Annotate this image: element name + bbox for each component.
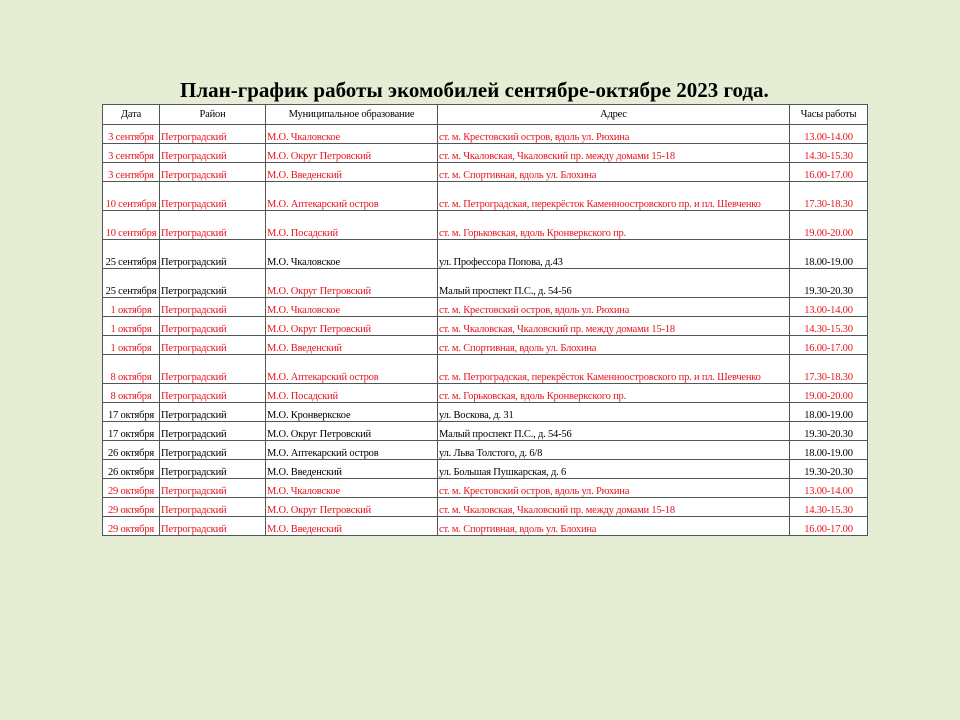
cell-hours: 18.00-19.00 xyxy=(790,240,868,269)
cell-hours: 13.00-14.00 xyxy=(790,125,868,144)
table-row xyxy=(103,269,868,298)
table-row xyxy=(103,460,868,479)
cell-municipality: М.О. Введенский xyxy=(266,517,438,536)
cell-district: Петроградский xyxy=(160,336,266,355)
cell-municipality: М.О. Аптекарский остров xyxy=(266,182,438,211)
cell-date: 29 октября xyxy=(103,517,160,536)
cell-address: ст. м. Чкаловская, Чкаловский пр. между домами 15-18 xyxy=(438,144,790,163)
cell-district: Петроградский xyxy=(160,460,266,479)
cell-address: ст. м. Горьковская, вдоль Кронверкского пр. xyxy=(438,384,790,403)
cell-address: ст. м. Горьковская, вдоль Кронверкского пр. xyxy=(438,211,790,240)
cell-date: 25 сентября xyxy=(103,269,160,298)
cell-address: ул. Профессора Попова, д.43 xyxy=(438,240,790,269)
cell-district: Петроградский xyxy=(160,479,266,498)
cell-municipality: М.О. Чкаловское xyxy=(266,125,438,144)
table-row xyxy=(103,182,868,211)
cell-municipality: М.О. Округ Петровский xyxy=(266,144,438,163)
cell-date: 17 октября xyxy=(103,422,160,441)
cell-district: Петроградский xyxy=(160,384,266,403)
cell-district: Петроградский xyxy=(160,498,266,517)
cell-district: Петроградский xyxy=(160,422,266,441)
cell-hours: 19.30-20.30 xyxy=(790,460,868,479)
cell-district: Петроградский xyxy=(160,144,266,163)
table-row xyxy=(103,211,868,240)
cell-address: ст. м. Чкаловская, Чкаловский пр. между домами 15-18 xyxy=(438,498,790,517)
cell-date: 3 сентября xyxy=(103,144,160,163)
table-row xyxy=(103,298,868,317)
cell-address: ст. м. Спортивная, вдоль ул. Блохина xyxy=(438,517,790,536)
cell-address: ст. м. Крестовский остров, вдоль ул. Рюхина xyxy=(438,479,790,498)
cell-hours: 18.00-19.00 xyxy=(790,403,868,422)
schedule-table xyxy=(102,104,868,536)
cell-municipality: М.О. Введенский xyxy=(266,336,438,355)
cell-date: 26 октября xyxy=(103,441,160,460)
cell-hours: 18.00-19.00 xyxy=(790,441,868,460)
cell-address: ст. м. Петроградская, перекрёсток Каменноостровского пр. и пл. Шевченко xyxy=(438,182,790,211)
cell-address: ст. м. Крестовский остров, вдоль ул. Рюхина xyxy=(438,298,790,317)
cell-date: 8 октября xyxy=(103,355,160,384)
cell-hours: 13.00-14.00 xyxy=(790,479,868,498)
cell-date: 10 сентября xyxy=(103,211,160,240)
cell-district: Петроградский xyxy=(160,317,266,336)
cell-date: 29 октября xyxy=(103,498,160,517)
cell-district: Петроградский xyxy=(160,125,266,144)
cell-date: 25 сентября xyxy=(103,240,160,269)
table-row xyxy=(103,240,868,269)
cell-hours: 14.30-15.30 xyxy=(790,317,868,336)
cell-municipality: М.О. Кронверкское xyxy=(266,403,438,422)
page-title: План-график работы экомобилей сентябре-октябре 2023 года. xyxy=(180,78,769,102)
cell-district: Петроградский xyxy=(160,240,266,269)
cell-municipality: М.О. Округ Петровский xyxy=(266,498,438,517)
cell-district: Петроградский xyxy=(160,441,266,460)
header-date: Дата xyxy=(103,105,160,125)
cell-municipality: М.О. Округ Петровский xyxy=(266,317,438,336)
cell-address: Малый проспект П.С., д. 54-56 xyxy=(438,422,790,441)
table-row xyxy=(103,384,868,403)
table-row xyxy=(103,163,868,182)
cell-hours: 19.00-20.00 xyxy=(790,211,868,240)
table-row xyxy=(103,498,868,517)
cell-date: 10 сентября xyxy=(103,182,160,211)
cell-municipality: М.О. Посадский xyxy=(266,211,438,240)
cell-address: ст. м. Спортивная, вдоль ул. Блохина xyxy=(438,163,790,182)
cell-date: 8 октября xyxy=(103,384,160,403)
cell-district: Петроградский xyxy=(160,163,266,182)
cell-address: ст. м. Чкаловская, Чкаловский пр. между домами 15-18 xyxy=(438,317,790,336)
header-municipality: Муниципальное образование xyxy=(266,105,438,125)
table-header-row xyxy=(103,105,868,125)
table-row xyxy=(103,517,868,536)
cell-date: 17 октября xyxy=(103,403,160,422)
cell-district: Петроградский xyxy=(160,211,266,240)
cell-date: 1 октября xyxy=(103,298,160,317)
cell-hours: 16.00-17.00 xyxy=(790,517,868,536)
table-row xyxy=(103,125,868,144)
cell-date: 3 сентября xyxy=(103,125,160,144)
cell-hours: 14.30-15.30 xyxy=(790,144,868,163)
cell-address: ул. Льва Толстого, д. 6/8 xyxy=(438,441,790,460)
cell-address: ул. Воскова, д. 31 xyxy=(438,403,790,422)
header-address: Адрес xyxy=(438,105,790,125)
cell-municipality: М.О. Введенский xyxy=(266,163,438,182)
cell-district: Петроградский xyxy=(160,355,266,384)
cell-hours: 17.30-18.30 xyxy=(790,355,868,384)
table-row xyxy=(103,355,868,384)
table-row xyxy=(103,422,868,441)
cell-hours: 19.30-20.30 xyxy=(790,422,868,441)
cell-district: Петроградский xyxy=(160,298,266,317)
cell-hours: 14.30-15.30 xyxy=(790,498,868,517)
cell-hours: 13.00-14.00 xyxy=(790,298,868,317)
table-row xyxy=(103,479,868,498)
cell-municipality: М.О. Округ Петровский xyxy=(266,269,438,298)
cell-address: ст. м. Петроградская, перекрёсток Каменноостровского пр. и пл. Шевченко xyxy=(438,355,790,384)
header-hours: Часы работы xyxy=(790,105,868,125)
cell-address: ст. м. Спортивная, вдоль ул. Блохина xyxy=(438,336,790,355)
cell-municipality: М.О. Чкаловское xyxy=(266,240,438,269)
cell-address: ст. м. Крестовский остров, вдоль ул. Рюхина xyxy=(438,125,790,144)
cell-date: 29 октября xyxy=(103,479,160,498)
table-row xyxy=(103,317,868,336)
cell-date: 3 сентября xyxy=(103,163,160,182)
cell-address: Малый проспект П.С., д. 54-56 xyxy=(438,269,790,298)
cell-district: Петроградский xyxy=(160,403,266,422)
cell-municipality: М.О. Аптекарский остров xyxy=(266,355,438,384)
cell-date: 1 октября xyxy=(103,336,160,355)
cell-municipality: М.О. Чкаловское xyxy=(266,479,438,498)
cell-date: 26 октября xyxy=(103,460,160,479)
cell-municipality: М.О. Введенский xyxy=(266,460,438,479)
cell-date: 1 октября xyxy=(103,317,160,336)
table-row xyxy=(103,336,868,355)
cell-hours: 19.00-20.00 xyxy=(790,384,868,403)
cell-district: Петроградский xyxy=(160,182,266,211)
cell-district: Петроградский xyxy=(160,269,266,298)
cell-hours: 16.00-17.00 xyxy=(790,163,868,182)
cell-district: Петроградский xyxy=(160,517,266,536)
cell-hours: 16.00-17.00 xyxy=(790,336,868,355)
table-row xyxy=(103,144,868,163)
cell-address: ул. Большая Пушкарская, д. 6 xyxy=(438,460,790,479)
cell-municipality: М.О. Аптекарский остров xyxy=(266,441,438,460)
cell-municipality: М.О. Округ Петровский xyxy=(266,422,438,441)
cell-municipality: М.О. Чкаловское xyxy=(266,298,438,317)
cell-municipality: М.О. Посадский xyxy=(266,384,438,403)
cell-hours: 17.30-18.30 xyxy=(790,182,868,211)
cell-hours: 19.30-20.30 xyxy=(790,269,868,298)
table-row xyxy=(103,441,868,460)
header-district: Район xyxy=(160,105,266,125)
table-row xyxy=(103,403,868,422)
